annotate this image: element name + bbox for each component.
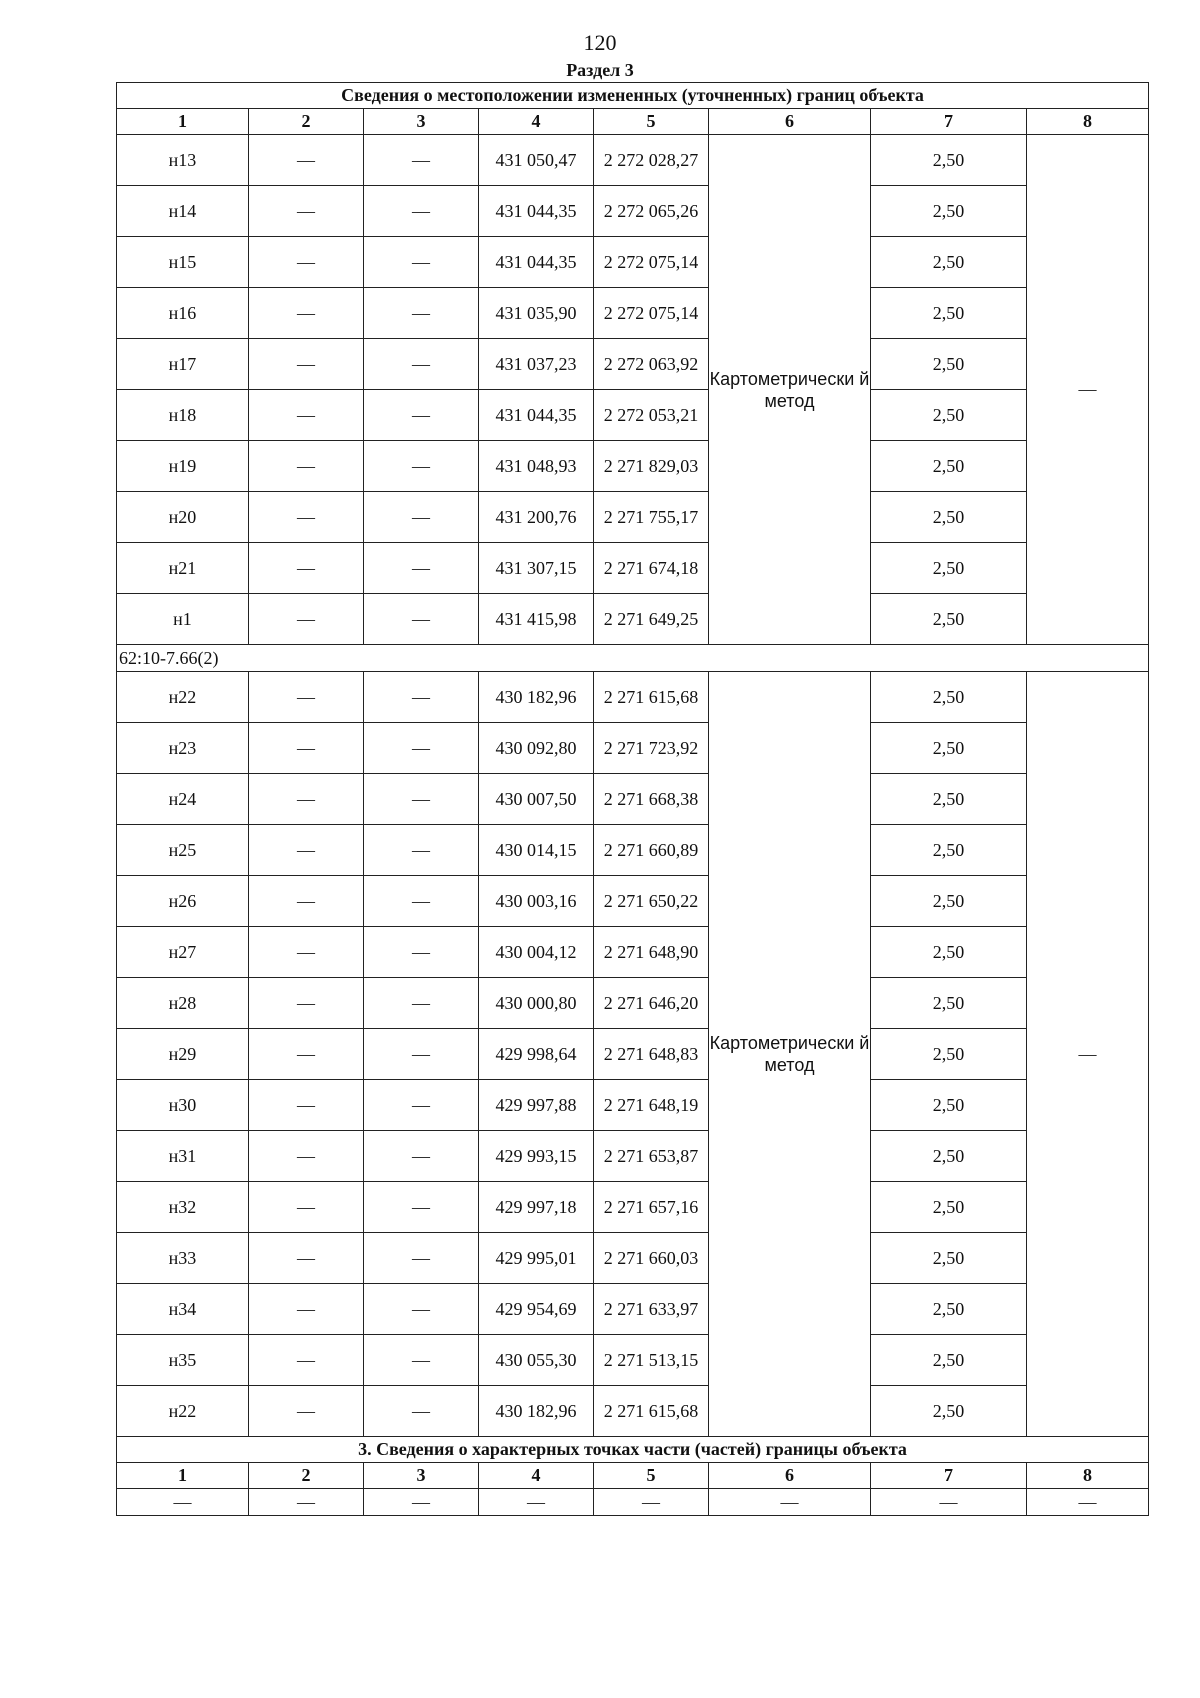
cell-dash: — xyxy=(249,288,364,339)
table-row xyxy=(117,390,1149,441)
table2-title-row xyxy=(117,1437,1149,1463)
coord-y: 2 271 615,68 xyxy=(594,672,709,723)
point-name: н16 xyxy=(117,288,249,339)
point-name: н15 xyxy=(117,237,249,288)
coord-y: 2 271 657,16 xyxy=(594,1182,709,1233)
table-row xyxy=(117,978,1149,1029)
table-row xyxy=(117,1182,1149,1233)
table-row xyxy=(117,1284,1149,1335)
precision-value: 2,50 xyxy=(871,1233,1027,1284)
coord-y: 2 271 646,20 xyxy=(594,978,709,1029)
coord-x: 431 048,93 xyxy=(479,441,594,492)
cell-dash: — xyxy=(117,1489,249,1516)
coord-x: 430 003,16 xyxy=(479,876,594,927)
cell-dash: — xyxy=(364,672,479,723)
point-name: н33 xyxy=(117,1233,249,1284)
column-header: 5 xyxy=(594,1463,709,1489)
table-row xyxy=(117,594,1149,645)
cell-dash: — xyxy=(249,186,364,237)
cell-dash: — xyxy=(249,876,364,927)
point-name: н31 xyxy=(117,1131,249,1182)
page-number: 120 xyxy=(583,30,617,55)
cell-dash: — xyxy=(249,237,364,288)
cell-dash: — xyxy=(364,237,479,288)
cell-dash: — xyxy=(249,390,364,441)
coord-x: 431 044,35 xyxy=(479,237,594,288)
coord-x: 430 004,12 xyxy=(479,927,594,978)
cell-dash: — xyxy=(249,1335,364,1386)
cell-dash: — xyxy=(364,1029,479,1080)
cell-dash: — xyxy=(364,774,479,825)
point-name: н14 xyxy=(117,186,249,237)
coord-x: 431 415,98 xyxy=(479,594,594,645)
cell-dash: — xyxy=(249,672,364,723)
cell-dash: — xyxy=(364,186,479,237)
point-name: н27 xyxy=(117,927,249,978)
precision-value: 2,50 xyxy=(871,390,1027,441)
cell-dash: — xyxy=(1027,1489,1149,1516)
cell-dash: — xyxy=(249,1029,364,1080)
cell-dash: — xyxy=(364,927,479,978)
coord-y: 2 271 649,25 xyxy=(594,594,709,645)
column-header: 1 xyxy=(117,109,249,135)
cell-dash: — xyxy=(249,441,364,492)
point-name: н28 xyxy=(117,978,249,1029)
table-row xyxy=(117,876,1149,927)
coord-y: 2 271 660,89 xyxy=(594,825,709,876)
cell-dash: — xyxy=(364,1386,479,1437)
cell-dash: — xyxy=(364,441,479,492)
precision-value: 2,50 xyxy=(871,1182,1027,1233)
column-header: 3 xyxy=(364,1463,479,1489)
coord-x: 430 055,30 xyxy=(479,1335,594,1386)
cell-dash: — xyxy=(249,723,364,774)
precision-value: 2,50 xyxy=(871,927,1027,978)
column-header: 6 xyxy=(709,109,871,135)
precision-value: 2,50 xyxy=(871,723,1027,774)
table-row xyxy=(117,1386,1149,1437)
precision-value: 2,50 xyxy=(871,186,1027,237)
coord-y: 2 271 648,19 xyxy=(594,1080,709,1131)
table-row xyxy=(117,1335,1149,1386)
section-title: Раздел 3 xyxy=(566,60,634,80)
coord-y: 2 271 648,83 xyxy=(594,1029,709,1080)
point-name: н1 xyxy=(117,594,249,645)
cell-dash: — xyxy=(364,1080,479,1131)
table-row xyxy=(117,441,1149,492)
cell-dash: — xyxy=(364,339,479,390)
coord-x: 429 997,18 xyxy=(479,1182,594,1233)
coord-y: 2 272 053,21 xyxy=(594,390,709,441)
cell-dash: — xyxy=(871,1489,1027,1516)
precision-value: 2,50 xyxy=(871,1131,1027,1182)
point-name: н21 xyxy=(117,543,249,594)
column-header: 2 xyxy=(249,109,364,135)
column-header: 7 xyxy=(871,109,1027,135)
cell-dash: — xyxy=(364,1233,479,1284)
cell-dash: — xyxy=(364,492,479,543)
cell-dash: — xyxy=(364,1489,479,1516)
cell-dash: — xyxy=(249,825,364,876)
precision-value: 2,50 xyxy=(871,237,1027,288)
subheader-row xyxy=(117,645,1149,672)
coord-x: 431 307,15 xyxy=(479,543,594,594)
precision-value: 2,50 xyxy=(871,135,1027,186)
table-row xyxy=(117,1131,1149,1182)
method-cell: Картометрически й метод xyxy=(709,135,871,645)
precision-value: 2,50 xyxy=(871,441,1027,492)
cell-dash: — xyxy=(249,135,364,186)
cell-dash: — xyxy=(364,1182,479,1233)
point-name: н17 xyxy=(117,339,249,390)
subheader-cell: 62:10-7.66(2) xyxy=(117,645,1149,672)
point-name: н13 xyxy=(117,135,249,186)
cell-dash: — xyxy=(364,543,479,594)
precision-value: 2,50 xyxy=(871,978,1027,1029)
cell-dash: — xyxy=(249,1080,364,1131)
coord-x: 430 092,80 xyxy=(479,723,594,774)
table-row xyxy=(117,672,1149,723)
coord-y: 2 271 674,18 xyxy=(594,543,709,594)
precision-value: 2,50 xyxy=(871,594,1027,645)
cell-dash: — xyxy=(249,774,364,825)
coord-y: 2 271 723,92 xyxy=(594,723,709,774)
coord-x: 430 182,96 xyxy=(479,672,594,723)
cell-dash: — xyxy=(249,543,364,594)
coord-y: 2 271 633,97 xyxy=(594,1284,709,1335)
column-header: 7 xyxy=(871,1463,1027,1489)
table-row xyxy=(117,339,1149,390)
cell-dash: — xyxy=(364,1131,479,1182)
precision-value: 2,50 xyxy=(871,339,1027,390)
precision-value: 2,50 xyxy=(871,1386,1027,1437)
point-name: н32 xyxy=(117,1182,249,1233)
point-name: н26 xyxy=(117,876,249,927)
coord-x: 431 037,23 xyxy=(479,339,594,390)
table-row xyxy=(117,135,1149,186)
cell-dash: — xyxy=(364,978,479,1029)
cell-dash: — xyxy=(249,1182,364,1233)
precision-value: 2,50 xyxy=(871,876,1027,927)
point-name: н30 xyxy=(117,1080,249,1131)
coord-x: 429 954,69 xyxy=(479,1284,594,1335)
point-name: н18 xyxy=(117,390,249,441)
column-header: 5 xyxy=(594,109,709,135)
cell-dash: — xyxy=(249,594,364,645)
point-name: н19 xyxy=(117,441,249,492)
table-row xyxy=(117,723,1149,774)
coord-x: 429 993,15 xyxy=(479,1131,594,1182)
coord-x: 431 200,76 xyxy=(479,492,594,543)
point-name: н22 xyxy=(117,672,249,723)
cell-dash: — xyxy=(364,723,479,774)
precision-value: 2,50 xyxy=(871,1029,1027,1080)
coord-y: 2 271 829,03 xyxy=(594,441,709,492)
table-row xyxy=(117,186,1149,237)
precision-value: 2,50 xyxy=(871,774,1027,825)
cell-dash: — xyxy=(364,825,479,876)
cell-dash: — xyxy=(249,1386,364,1437)
point-name: н24 xyxy=(117,774,249,825)
coord-y: 2 271 513,15 xyxy=(594,1335,709,1386)
cell-dash: — xyxy=(709,1489,871,1516)
coord-x: 431 044,35 xyxy=(479,186,594,237)
column-header: 8 xyxy=(1027,1463,1149,1489)
point-name: н23 xyxy=(117,723,249,774)
cell-dash: — xyxy=(249,1489,364,1516)
coord-x: 431 050,47 xyxy=(479,135,594,186)
precision-value: 2,50 xyxy=(871,288,1027,339)
precision-value: 2,50 xyxy=(871,672,1027,723)
column-header: 4 xyxy=(479,109,594,135)
column-header: 8 xyxy=(1027,109,1149,135)
table-row xyxy=(117,927,1149,978)
column-header-row xyxy=(117,1463,1149,1489)
column-header-row xyxy=(117,109,1149,135)
cell-dash: — xyxy=(249,927,364,978)
cell-dash: — xyxy=(249,1233,364,1284)
coord-x: 430 182,96 xyxy=(479,1386,594,1437)
column-header: 1 xyxy=(117,1463,249,1489)
cell-dash: — xyxy=(364,1335,479,1386)
coord-x: 429 998,64 xyxy=(479,1029,594,1080)
coord-y: 2 271 648,90 xyxy=(594,927,709,978)
point-name: н22 xyxy=(117,1386,249,1437)
coord-x: 430 007,50 xyxy=(479,774,594,825)
point-name: н34 xyxy=(117,1284,249,1335)
coord-x: 429 997,88 xyxy=(479,1080,594,1131)
cell-dash: — xyxy=(249,1131,364,1182)
coordinates-table xyxy=(116,82,1149,1516)
table2-title: 3. Сведения о характерных точках части (частей) границы объекта xyxy=(117,1437,1149,1463)
cell-dash: — xyxy=(249,1284,364,1335)
coord-y: 2 271 615,68 xyxy=(594,1386,709,1437)
coord-x: 429 995,01 xyxy=(479,1233,594,1284)
precision-value: 2,50 xyxy=(871,492,1027,543)
cell-dash: — xyxy=(594,1489,709,1516)
cell-dash: — xyxy=(364,876,479,927)
column-header: 4 xyxy=(479,1463,594,1489)
cell-dash: — xyxy=(364,594,479,645)
table-row xyxy=(117,1233,1149,1284)
col8-cell: — xyxy=(1027,672,1149,1437)
cell-dash: — xyxy=(364,390,479,441)
precision-value: 2,50 xyxy=(871,1080,1027,1131)
table-row xyxy=(117,1029,1149,1080)
coord-y: 2 272 028,27 xyxy=(594,135,709,186)
table-row xyxy=(117,543,1149,594)
coord-y: 2 271 653,87 xyxy=(594,1131,709,1182)
cell-dash: — xyxy=(364,288,479,339)
coord-y: 2 271 650,22 xyxy=(594,876,709,927)
coord-x: 430 014,15 xyxy=(479,825,594,876)
cell-dash: — xyxy=(249,978,364,1029)
table-row xyxy=(117,774,1149,825)
table-row xyxy=(117,288,1149,339)
cell-dash: — xyxy=(364,135,479,186)
col8-cell: — xyxy=(1027,135,1149,645)
precision-value: 2,50 xyxy=(871,1335,1027,1386)
coord-y: 2 272 065,26 xyxy=(594,186,709,237)
coord-y: 2 272 063,92 xyxy=(594,339,709,390)
column-header: 6 xyxy=(709,1463,871,1489)
coord-y: 2 272 075,14 xyxy=(594,288,709,339)
table-title: Сведения о местоположении измененных (уточненных) границ объекта xyxy=(117,83,1149,109)
coord-x: 431 044,35 xyxy=(479,390,594,441)
column-header: 2 xyxy=(249,1463,364,1489)
table-row xyxy=(117,825,1149,876)
cell-dash: — xyxy=(479,1489,594,1516)
cell-dash: — xyxy=(364,1284,479,1335)
table-row xyxy=(117,237,1149,288)
table-row xyxy=(117,1489,1149,1516)
point-name: н35 xyxy=(117,1335,249,1386)
coord-x: 430 000,80 xyxy=(479,978,594,1029)
precision-value: 2,50 xyxy=(871,1284,1027,1335)
coord-y: 2 271 660,03 xyxy=(594,1233,709,1284)
column-header: 3 xyxy=(364,109,479,135)
coord-y: 2 271 668,38 xyxy=(594,774,709,825)
point-name: н20 xyxy=(117,492,249,543)
precision-value: 2,50 xyxy=(871,825,1027,876)
method-cell: Картометрически й метод xyxy=(709,672,871,1437)
coord-x: 431 035,90 xyxy=(479,288,594,339)
point-name: н25 xyxy=(117,825,249,876)
table-row xyxy=(117,492,1149,543)
coord-y: 2 272 075,14 xyxy=(594,237,709,288)
coord-y: 2 271 755,17 xyxy=(594,492,709,543)
precision-value: 2,50 xyxy=(871,543,1027,594)
point-name: н29 xyxy=(117,1029,249,1080)
cell-dash: — xyxy=(249,339,364,390)
cell-dash: — xyxy=(249,492,364,543)
table-row xyxy=(117,1080,1149,1131)
